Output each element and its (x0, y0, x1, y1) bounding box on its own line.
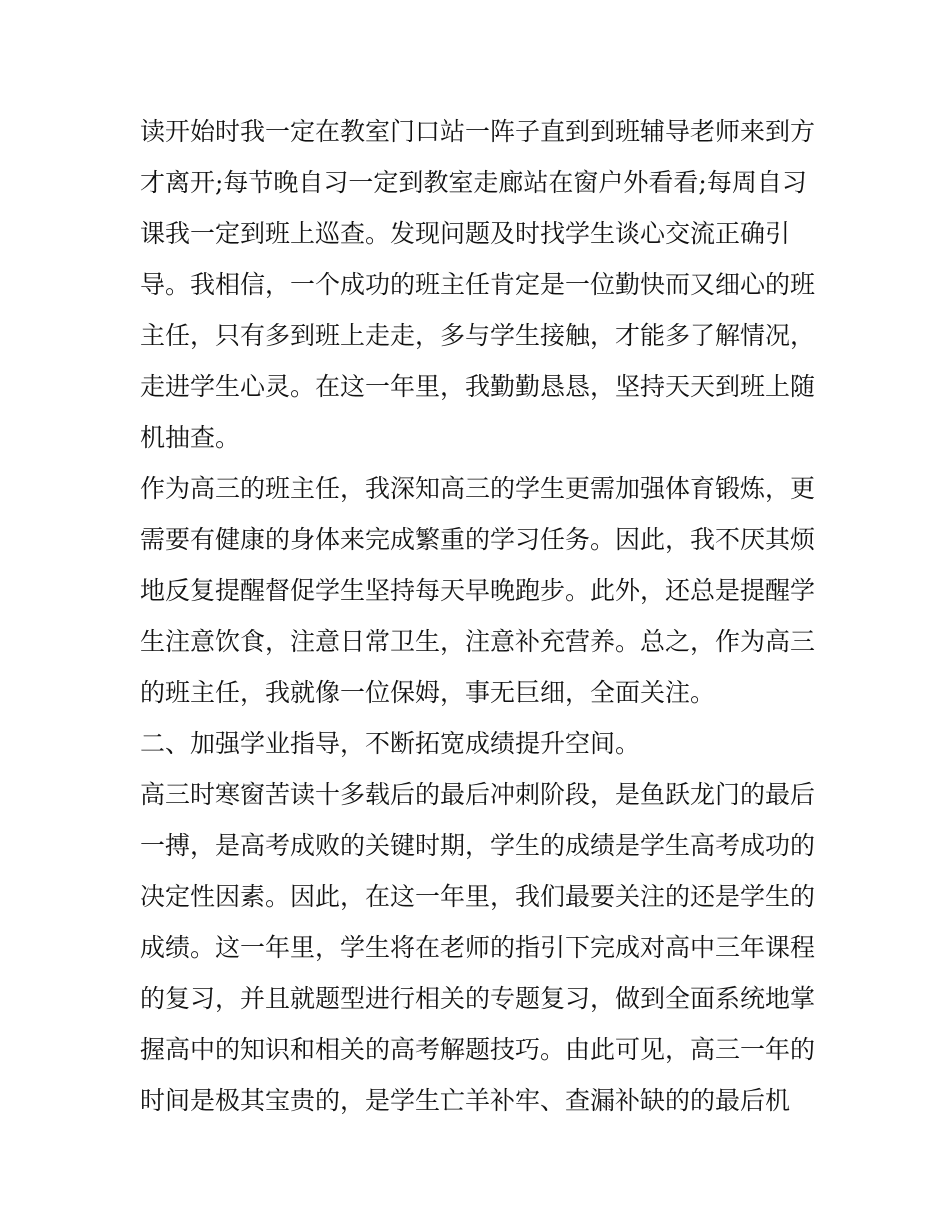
text-line: 握高中的知识和相关的高考解题技巧。由此可见，高三一年的 (140, 1035, 816, 1064)
text-line: 的班主任，我就像一位保姆，事无巨细，全面关注。 (140, 678, 716, 707)
text-line: 生注意饮食，注意日常卫生，注意补充营养。总之，作为高三 (140, 627, 816, 656)
text-line: 走进学生心灵。在这一年里，我勤勤恳恳，坚持天天到班上随 (140, 372, 816, 401)
text-line: 主任，只有多到班上走走，多与学生接触，才能多了解情况， (140, 321, 816, 350)
text-line: 的复习，并且就题型进行相关的专题复习，做到全面系统地掌 (140, 984, 816, 1013)
text-line: 才离开;每节晚自习一定到教室走廊站在窗户外看看;每周自习 (140, 168, 807, 197)
body-text (140, 106, 818, 1126)
text-line: 高三时寒窗苦读十多载后的最后冲刺阶段，是鱼跃龙门的最后 (140, 780, 816, 809)
text-line: 导。我相信，一个成功的班主任肯定是一位勤快而又细心的班 (140, 270, 816, 299)
text-line: 时间是极其宝贵的，是学生亡羊补牢、查漏补缺的的最后机 (140, 1086, 791, 1115)
text-line: 读开始时我一定在教室门口站一阵子直到到班辅导老师来到方 (140, 117, 816, 146)
text-line: 成绩。这一年里，学生将在老师的指引下完成对高中三年课程 (140, 933, 816, 962)
text-line: 机抽查。 (140, 423, 241, 452)
text-line: 需要有健康的身体来完成繁重的学习任务。因此，我不厌其烦 (140, 525, 816, 554)
text-line: 课我一定到班上巡查。发现问题及时找学生谈心交流正确引 (140, 219, 791, 248)
text-line: 决定性因素。因此，在这一年里，我们最要关注的还是学生的 (140, 882, 816, 911)
section-heading: 二、加强学业指导，不断拓宽成绩提升空间。 (140, 729, 641, 758)
text-line: 作为高三的班主任，我深知高三的学生更需加强体育锻炼，更 (140, 474, 816, 503)
text-line: 地反复提醒督促学生坚持每天早晚跑步。此外，还总是提醒学 (140, 576, 816, 605)
text-line: 一搏，是高考成败的关键时期，学生的成绩是学生高考成功的 (140, 831, 816, 860)
